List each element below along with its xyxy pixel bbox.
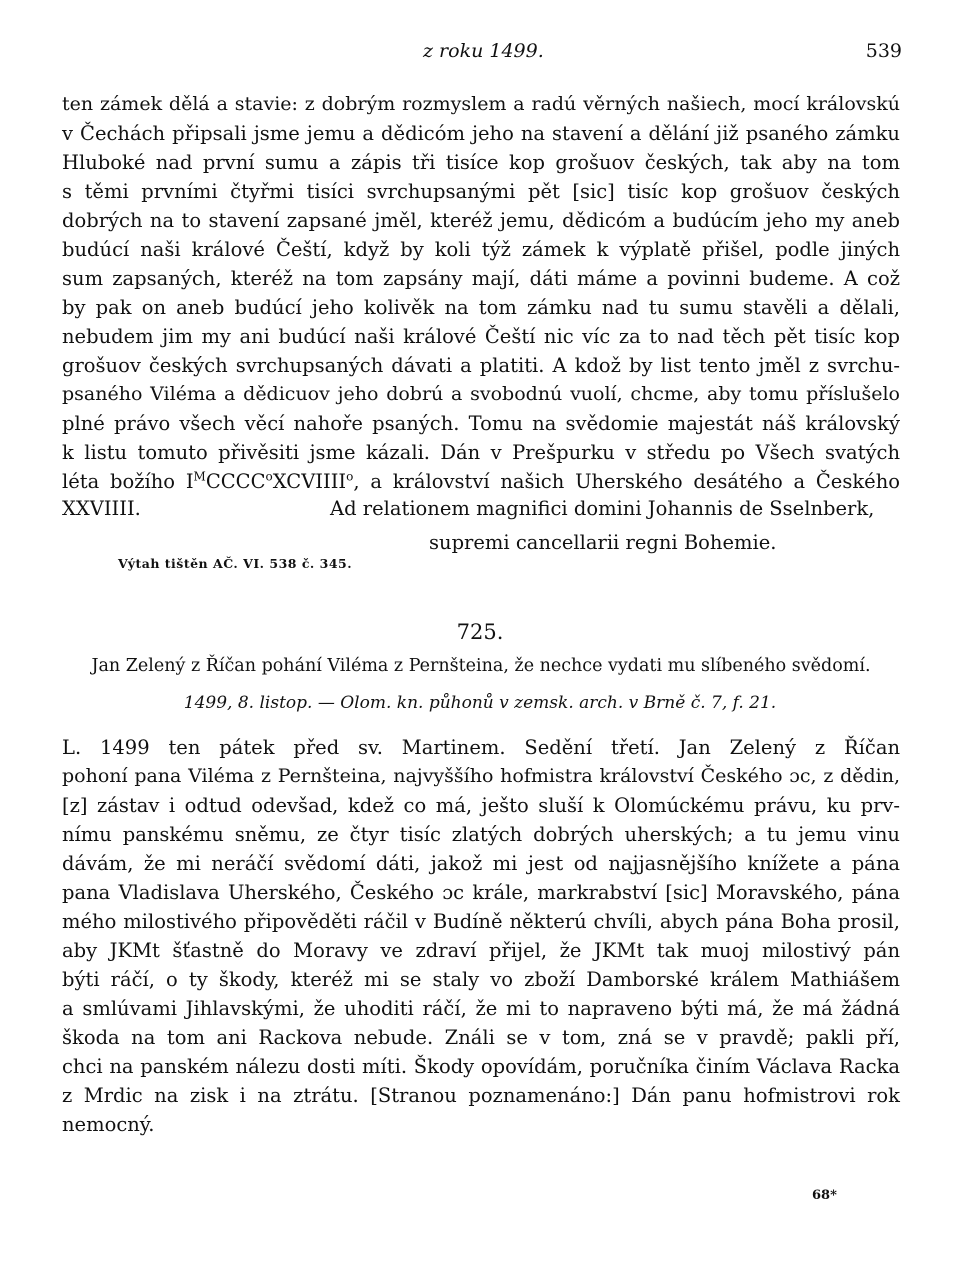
running-head-title: z roku 1499. [423,40,544,62]
text-line: plné právo všech věcí nahoře psaných. Tomu na svědomie majestát náš královský [62,412,900,435]
relatio-continuation: supremi cancellarii regni Bohemie. [429,531,777,554]
text-line: z Mrdic na zisk i na ztrátu. [Stranou poznamenáno:] Dán panu hofmistrovi rok [62,1084,900,1107]
document-source: 1499, 8. listop. — Olom. kn. půhonů v zemsk. arch. v Brně č. 7, f. 21. [183,693,777,713]
superscript: M [193,469,206,484]
text-line: aby JKMt šťastně do Moravy ve zdraví přijel, že JKMt tak muoj milostivý pán [62,939,900,962]
document-summary: Jan Zelený z Říčan pohání Viléma z Pernšteina, že nechce vydati mu slíbeného svědomí. [91,656,871,676]
text-line: nímu panskému sněmu, ze čtyr tisíc zlatých dobrých uherských; a tu jemu vinu [62,823,900,846]
date-line-suffix: , a království našich Uherského desátého a Českého [353,470,901,493]
signature-mark: 68* [812,1188,837,1203]
text-line: nebudem jim my ani budúcí naši králové Čeští nic víc za to nad těch pět tisíc kop [62,325,900,348]
text-line: dobrých na to stavení zapsané jměl, kteréž jemu, dědicóm a budúcím jeho my aneb [62,209,900,232]
date-line-middle: CCCC [205,470,266,493]
text-line: dávám, že mi neráčí svědomí dáti, jakož mi jest od najjasnějšího knížete a pána [62,852,900,875]
text-line: býti ráčí, o ty škody, kteréž mi se staly vo zboží Damborské králem Mathiášem [62,968,900,991]
superscript: o [346,469,354,484]
superscript: o [265,469,273,484]
print-reference-note: Výtah tištěn AČ. VI. 538 č. 345. [118,556,353,571]
text-line: k listu tomuto přivěsiti jsme kázali. Dán v Prešpurku v středu po Všech svatých [62,441,900,464]
text-line: v Čechách připsali jsme jemu a dědicóm jeho na stavení a dělání již psaného zámku [62,122,900,145]
text-line: Hluboké nad první sumu a zápis tři tisíce kop grošuov českých, tak aby na tom [62,151,900,174]
text-line: psaného Viléma a dědicuov jeho dobrú a svobodnú vuolí, chcme, aby tomu příslušelo [62,383,900,405]
text-line: grošuov českých svrchupsaných dávati a platiti. A kdož by list tento jměl z svrchu- [62,354,900,377]
date-line [62,467,900,496]
text-line: L. 1499 ten pátek před sv. Martinem. Sedění třetí. Jan Zelený z Říčan [62,736,900,759]
year-numeral: XXVIIII. [62,497,141,520]
text-line: pohoní pana Viléma z Pernšteina, najvyššího hofmistra království Českého ɔc, z dědin, [62,765,900,787]
text-line: chci na panském nálezu dosti míti. Škody opovídám, poručníka činím Václava Racka [62,1055,900,1078]
text-line: by pak on aneb budúcí jeho kolivěk na tom zámku nad tu sumu stavěli a dělali, [62,296,900,319]
text-line: sum zapsaných, kteréž na tom zapsány mají, dáti máme a povinni budeme. A což [62,267,900,290]
text-line: nemocný. [62,1113,155,1136]
page-number: 539 [865,40,902,62]
text-line: škoda na tom ani Rackova nebude. Ználi se v tom, zná se v pravdě; pakli pří, [62,1026,900,1049]
document-body [62,733,900,1139]
text-line: pana Vladislava Uherského, Českého ɔc krále, markrabství [sic] Moravského, pána [62,881,900,904]
text-line: s těmi prvními čtyřmi tisíci svrchupsanými pět [sic] tisíc kop grošuov českých [62,180,900,203]
text-line: ten zámek dělá a stavie: z dobrým rozmyslem a radú věrných našiech, mocí královskú [62,93,900,115]
relatio-text: Ad relationem magnifici domini Johannis de Sselnberk, [330,497,875,520]
text-line: [z] zástav i odtud odevšad, kdež co má, ješto sluší k Olomúckému právu, ku prv- [62,794,900,817]
text-line: budúcí naši králové Čeští, když by koli týž zámek k výplatě přišel, podle jiných [62,238,900,261]
document-number: 725. [456,620,504,644]
charter-text-continued [62,90,900,496]
date-line-prefix: léta božího I [62,470,194,493]
date-line-middle2: XCVIIII [272,470,347,493]
text-line: a smlúvami Jihlavskými, že uhoditi ráčí, že mi to napraveno býti má, že má žádná [62,997,900,1020]
text-line: mého milostivého připověděti ráčil v Budíně některú chvíli, abych pána Boha prosil, [62,910,900,933]
